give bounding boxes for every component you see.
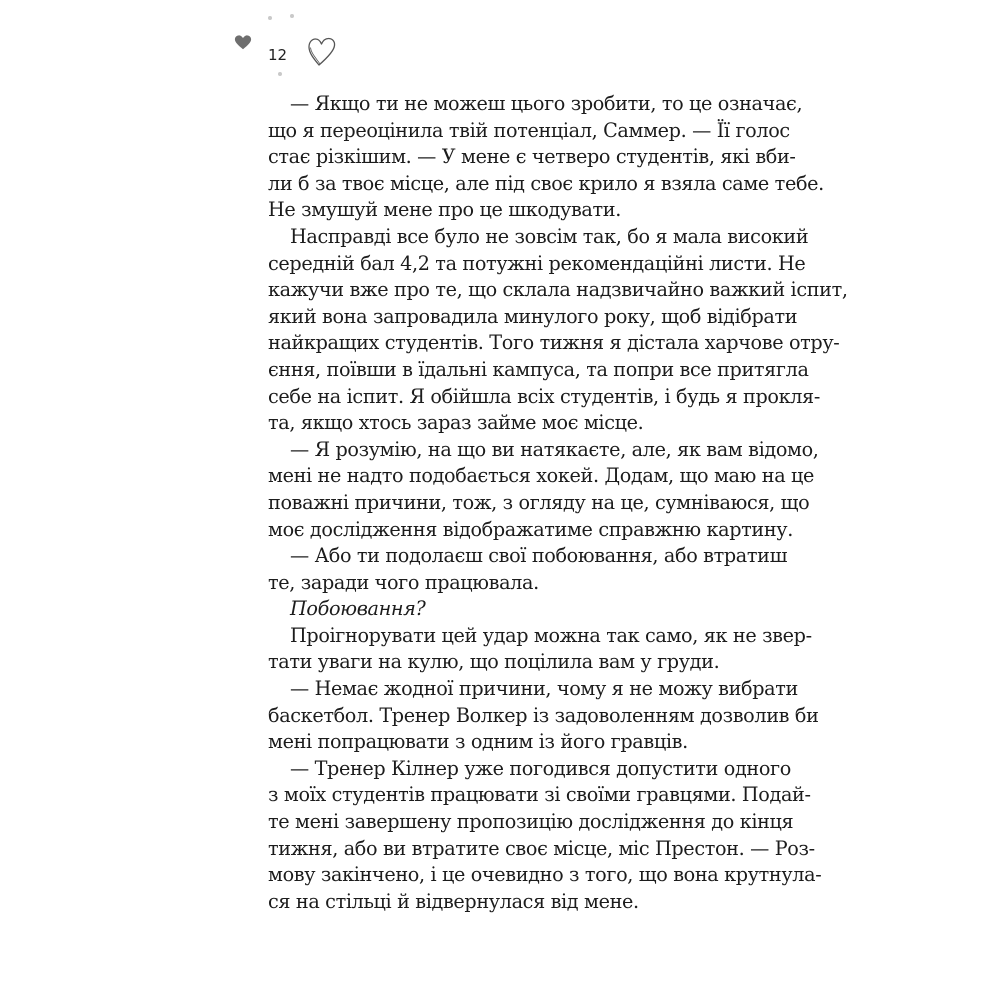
text-line: кажучи вже про те, що склала надзвичайно важкий іспит,	[268, 278, 848, 302]
decorative-dot	[290, 14, 294, 18]
text-line: тижня, або ви втратите своє місце, міс Престон. — Роз-	[268, 836, 815, 860]
text-line: з моїх студентів працювати зі своїми гравцями. Подай-	[268, 783, 811, 807]
decorative-dot	[278, 72, 282, 76]
text-line: — Або ти подолаєш свої побоювання, або втратиш	[290, 544, 788, 568]
paragraph	[268, 224, 848, 437]
text-line: мені не надто подобається хокей. Додам, що маю на це	[268, 464, 815, 488]
text-line: — Тренер Кілнер уже погодився допустити одного	[290, 756, 791, 780]
paragraph	[268, 676, 819, 756]
text-line: середній бал 4,2 та потужні рекомендаційні листи. Не	[268, 251, 806, 275]
paragraph	[268, 756, 822, 916]
text-line: себе на іспит. Я обійшла всіх студентів, і будь я прокля-	[268, 384, 820, 408]
text-line: те, заради чого працювала.	[268, 570, 539, 594]
text-line: Побоювання?	[290, 597, 426, 621]
heart-outline-icon	[306, 36, 338, 68]
heart-filled-icon	[234, 34, 252, 52]
text-line: мені попрацювати з одним із його гравців.	[268, 730, 688, 754]
text-line: мову закінчено, і це очевидно з того, що вона крутнула-	[268, 863, 822, 887]
text-line: та, якщо хтось зараз займе моє місце.	[268, 411, 644, 435]
text-line: те мені завершену пропозицію дослідження до кінця	[268, 810, 794, 834]
text-line: моє дослідження відображатиме справжню картину.	[268, 517, 793, 541]
text-line: найкращих студентів. Того тижня я дістала харчове отру-	[268, 331, 840, 355]
text-line: Проігнорувати цей удар можна так само, як не звер-	[290, 623, 812, 647]
text-line: Насправді все було не зовсім так, бо я мала високий	[290, 224, 809, 248]
paragraph	[268, 437, 819, 543]
paragraph	[268, 596, 778, 623]
text-line: ся на стільці й відвернулася від мене.	[268, 889, 639, 913]
text-line: баскетбол. Тренер Волкер із задоволенням дозволив би	[268, 703, 819, 727]
text-line: стає різкішим. — У мене є четверо студентів, які вби-	[268, 145, 796, 169]
text-line: поважні причини, тож, з огляду на це, сумніваюся, що	[268, 490, 810, 514]
text-line: — Я розумію, на що ви натякаєте, але, як вам відомо,	[290, 437, 819, 461]
text-line: тати уваги на кулю, що поцілила вам у груди.	[268, 650, 720, 674]
page-number: 12	[268, 46, 288, 64]
paragraph	[268, 623, 812, 676]
paragraph	[268, 91, 824, 224]
text-line: — Якщо ти не можеш цього зробити, то це означає,	[290, 92, 803, 115]
text-line: який вона запровадила минулого року, щоб відібрати	[268, 304, 798, 328]
text-line: що я переоцінила твій потенціал, Саммер. — Її голос	[268, 118, 790, 142]
decorative-dot	[268, 16, 272, 20]
text-line: Не змушуй мене про це шкодувати.	[268, 198, 621, 222]
book-page-text	[268, 91, 848, 915]
page-header	[230, 14, 350, 84]
text-line: ли б за твоє місце, але під своє крило я взяла саме тебе.	[268, 171, 824, 195]
paragraph	[268, 543, 788, 596]
text-line: єння, поївши в їдальні кампуса, та попри все притягла	[268, 357, 809, 381]
text-line: — Немає жодної причини, чому я не можу вибрати	[290, 677, 798, 701]
